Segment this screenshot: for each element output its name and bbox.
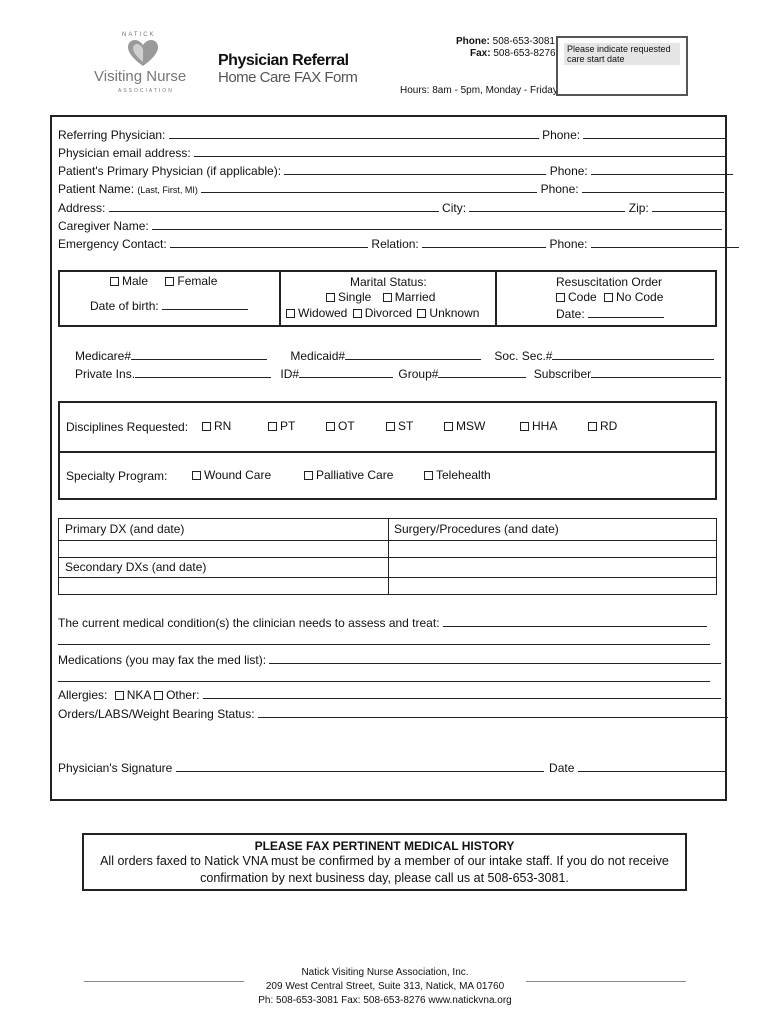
- patient-name-label: Patient Name:: [58, 182, 135, 196]
- medicaid-field[interactable]: [345, 348, 481, 360]
- referring-physician-label: Referring Physician:: [58, 128, 166, 142]
- single-checkbox[interactable]: [326, 293, 335, 302]
- specialty-wound-care[interactable]: [192, 468, 271, 482]
- secondary-dx-header: Secondary DXs (and date): [65, 560, 207, 574]
- code-label: Code: [568, 290, 597, 304]
- no-code-checkbox[interactable]: [604, 293, 613, 302]
- palliative-care-label: Palliative Care: [316, 468, 394, 482]
- emergency-contact-label: Emergency Contact:: [58, 237, 167, 251]
- fax-notice-box: [82, 833, 687, 891]
- allergies-label: Allergies:: [58, 688, 108, 702]
- gender-options: [110, 274, 217, 288]
- surgery-cell-2[interactable]: [389, 558, 715, 576]
- discipline-rn[interactable]: [202, 419, 231, 433]
- specialty-palliative-care[interactable]: [304, 468, 393, 482]
- specialty-telehealth[interactable]: [424, 468, 491, 482]
- primary-phone-label: Phone:: [549, 164, 588, 178]
- surgery-header: Surgery/Procedures (and date): [394, 522, 559, 536]
- primary-physician-field[interactable]: [284, 163, 546, 175]
- form-title: Physician Referral: [218, 52, 349, 69]
- divorced-label: Divorced: [364, 306, 413, 320]
- city-field[interactable]: [469, 200, 625, 212]
- emergency-phone-field[interactable]: [591, 236, 739, 248]
- male-checkbox[interactable]: [110, 277, 119, 286]
- form-subtitle: Home Care FAX Form: [218, 69, 358, 86]
- unknown-label: Unknown: [429, 306, 480, 320]
- married-label: Married: [394, 290, 436, 304]
- other-label: Other:: [166, 688, 200, 702]
- referring-phone-field[interactable]: [583, 127, 725, 139]
- insurance-row-1: [75, 348, 714, 363]
- caregiver-label: Caregiver Name:: [58, 219, 149, 233]
- physician-email-row: [58, 145, 726, 160]
- wound-care-label: Wound Care: [204, 468, 272, 482]
- private-ins-field[interactable]: [135, 366, 271, 378]
- soc-sec-field[interactable]: [552, 348, 714, 360]
- address-row: [58, 200, 726, 215]
- primary-physician-label: Patient's Primary Physician (if applicable):: [58, 164, 282, 178]
- id-field[interactable]: [299, 366, 393, 378]
- footer-divider-left: [84, 981, 244, 982]
- subscriber-field[interactable]: [591, 366, 721, 378]
- header-fax: [470, 48, 556, 59]
- footer-divider-right: [526, 981, 686, 982]
- st-label: ST: [398, 419, 414, 433]
- orders-field[interactable]: [258, 706, 728, 718]
- single-label: Single: [338, 290, 372, 304]
- address-label: Address:: [58, 201, 106, 215]
- start-date-label: Please indicate requested care start date: [564, 43, 680, 65]
- insurance-row-2: [75, 366, 721, 381]
- physician-email-field[interactable]: [194, 145, 726, 157]
- telehealth-label: Telehealth: [436, 468, 491, 482]
- footer-contact: Ph: 508-653-3081 Fax: 508-653-8276 www.natickvna.org: [258, 995, 512, 1006]
- rd-label: RD: [600, 419, 618, 433]
- emergency-contact-row: [58, 236, 739, 251]
- physician-email-label: Physician email address:: [58, 146, 191, 160]
- female-label: Female: [177, 274, 218, 288]
- phone-label: Phone:: [456, 36, 490, 47]
- group-field[interactable]: [438, 366, 526, 378]
- specialty-label: Specialty Program:: [66, 469, 168, 483]
- city-label: City:: [442, 201, 467, 215]
- dob-row: [90, 298, 248, 313]
- medications-row: [58, 652, 721, 667]
- condition-label: The current medical condition(s) the clinician needs to assess and treat:: [58, 616, 440, 630]
- rn-label: RN: [214, 419, 232, 433]
- primary-dx-cell[interactable]: [59, 540, 387, 556]
- referring-phone-label: Phone:: [542, 128, 581, 142]
- hha-checkbox[interactable]: [520, 422, 529, 431]
- discipline-ot[interactable]: [326, 419, 355, 433]
- soc-sec-label: Soc. Sec.#: [494, 349, 553, 363]
- disciplines-box: [58, 401, 717, 500]
- caregiver-row: [58, 218, 722, 233]
- primary-phone-field[interactable]: [591, 163, 733, 175]
- logo-top-text: NATICK: [122, 32, 156, 38]
- male-label: Male: [122, 274, 149, 288]
- footer-org: Natick Visiting Nurse Association, Inc.: [301, 967, 469, 978]
- dob-label: Date of birth:: [90, 299, 159, 313]
- discipline-msw[interactable]: [444, 419, 485, 433]
- widowed-checkbox[interactable]: [286, 309, 295, 318]
- logo-name: Visiting Nurse: [94, 68, 187, 85]
- referring-physician-field[interactable]: [169, 127, 539, 139]
- pt-checkbox[interactable]: [268, 422, 277, 431]
- code-checkbox[interactable]: [556, 293, 565, 302]
- footer-address: 209 West Central Street, Suite 313, Natick, MA 01760: [265, 981, 505, 992]
- pt-label: PT: [280, 419, 296, 433]
- patient-name-row: [58, 181, 724, 196]
- msw-label: MSW: [456, 419, 486, 433]
- start-date-box[interactable]: [556, 36, 688, 96]
- nka-checkbox[interactable]: [115, 691, 124, 700]
- medicare-field[interactable]: [131, 348, 267, 360]
- patient-name-hint: (Last, First, MI): [137, 185, 198, 195]
- surgery-cell-3[interactable]: [389, 578, 715, 594]
- phone-value: 508-653-3081: [492, 36, 555, 47]
- discipline-hha[interactable]: [520, 419, 557, 433]
- primary-physician-row: [58, 163, 733, 178]
- rd-checkbox[interactable]: [588, 422, 597, 431]
- patient-phone-label: Phone:: [540, 182, 579, 196]
- marital-row-1: [326, 290, 435, 304]
- signature-row: [58, 760, 726, 775]
- resuscitation-date-row: [556, 306, 664, 321]
- condition-field[interactable]: [443, 615, 707, 627]
- discipline-rd[interactable]: [588, 419, 617, 433]
- notice-title: PLEASE FAX PERTINENT MEDICAL HISTORY: [254, 839, 515, 853]
- hha-label: HHA: [532, 419, 558, 433]
- surgery-cell-1[interactable]: [389, 540, 715, 556]
- resuscitation-label: Resuscitation Order: [556, 275, 663, 289]
- medications-field-line-2[interactable]: [58, 681, 710, 682]
- discipline-pt[interactable]: [268, 419, 295, 433]
- medicaid-label: Medicaid#: [290, 349, 346, 363]
- marital-status-label: Marital Status:: [350, 275, 427, 289]
- header-phone: [456, 36, 555, 47]
- nka-label: NKA: [126, 688, 151, 702]
- marital-row-2: [286, 306, 479, 320]
- fax-value: 508-653-8276: [493, 48, 556, 59]
- medicare-label: Medicare#: [75, 349, 132, 363]
- female-checkbox[interactable]: [165, 277, 174, 286]
- disciplines-label: Disciplines Requested:: [66, 420, 189, 434]
- msw-checkbox[interactable]: [444, 422, 453, 431]
- wound-care-checkbox[interactable]: [192, 471, 201, 480]
- relation-label: Relation:: [371, 237, 419, 251]
- dob-field[interactable]: [162, 298, 248, 310]
- logo-bottom-text: ASSOCIATION: [118, 88, 174, 94]
- married-checkbox[interactable]: [383, 293, 392, 302]
- allergies-other-field[interactable]: [203, 687, 721, 699]
- hours: Hours: 8am - 5pm, Monday - Friday: [400, 85, 558, 96]
- no-code-label: No Code: [616, 290, 664, 304]
- resuscitation-options: [556, 290, 663, 304]
- widowed-label: Widowed: [298, 306, 348, 320]
- footer: [235, 966, 535, 1008]
- fax-label: Fax:: [470, 48, 491, 59]
- other-checkbox[interactable]: [154, 691, 163, 700]
- unknown-checkbox[interactable]: [417, 309, 426, 318]
- emergency-phone-label: Phone:: [549, 237, 588, 251]
- ot-checkbox[interactable]: [326, 422, 335, 431]
- zip-label: Zip:: [628, 201, 649, 215]
- orders-label: Orders/LABS/Weight Bearing Status:: [58, 707, 255, 721]
- heart-icon: [128, 40, 158, 68]
- relation-field[interactable]: [422, 236, 546, 248]
- logo: [88, 30, 198, 100]
- divorced-checkbox[interactable]: [353, 309, 362, 318]
- emergency-contact-field[interactable]: [170, 236, 368, 248]
- caregiver-field[interactable]: [152, 218, 722, 230]
- id-label: ID#: [280, 367, 300, 381]
- patient-name-field[interactable]: [201, 181, 537, 193]
- condition-row: [58, 615, 707, 630]
- telehealth-checkbox[interactable]: [424, 471, 433, 480]
- discipline-st[interactable]: [386, 419, 413, 433]
- zip-field[interactable]: [652, 200, 726, 212]
- allergies-row: [58, 687, 721, 702]
- notice-body: All orders faxed to Natick VNA must be confirmed by a member of our intake staff. If you do not receive confirmation by next business day, please call us at 508-653-3081.: [100, 854, 669, 885]
- subscriber-label: Subscriber: [533, 367, 592, 381]
- orders-row: [58, 706, 728, 721]
- signature-field[interactable]: [176, 760, 544, 772]
- group-label: Group#: [398, 367, 439, 381]
- address-field[interactable]: [109, 200, 439, 212]
- rn-checkbox[interactable]: [202, 422, 211, 431]
- private-ins-label: Private Ins.: [75, 367, 136, 381]
- ot-label: OT: [338, 419, 355, 433]
- signature-date-label: Date: [549, 761, 575, 775]
- resuscitation-date-label: Date:: [556, 307, 585, 321]
- referring-physician-row: [58, 127, 725, 142]
- palliative-care-checkbox[interactable]: [304, 471, 313, 480]
- patient-phone-field[interactable]: [582, 181, 724, 193]
- medications-label: Medications (you may fax the med list):: [58, 653, 267, 667]
- st-checkbox[interactable]: [386, 422, 395, 431]
- primary-dx-header: Primary DX (and date): [65, 522, 185, 536]
- secondary-dx-cell[interactable]: [59, 578, 387, 594]
- resuscitation-date-field[interactable]: [588, 306, 664, 318]
- signature-label: Physician's Signature: [58, 761, 173, 775]
- condition-field-line-2[interactable]: [58, 644, 710, 645]
- medications-field[interactable]: [269, 652, 721, 664]
- signature-date-field[interactable]: [578, 760, 726, 772]
